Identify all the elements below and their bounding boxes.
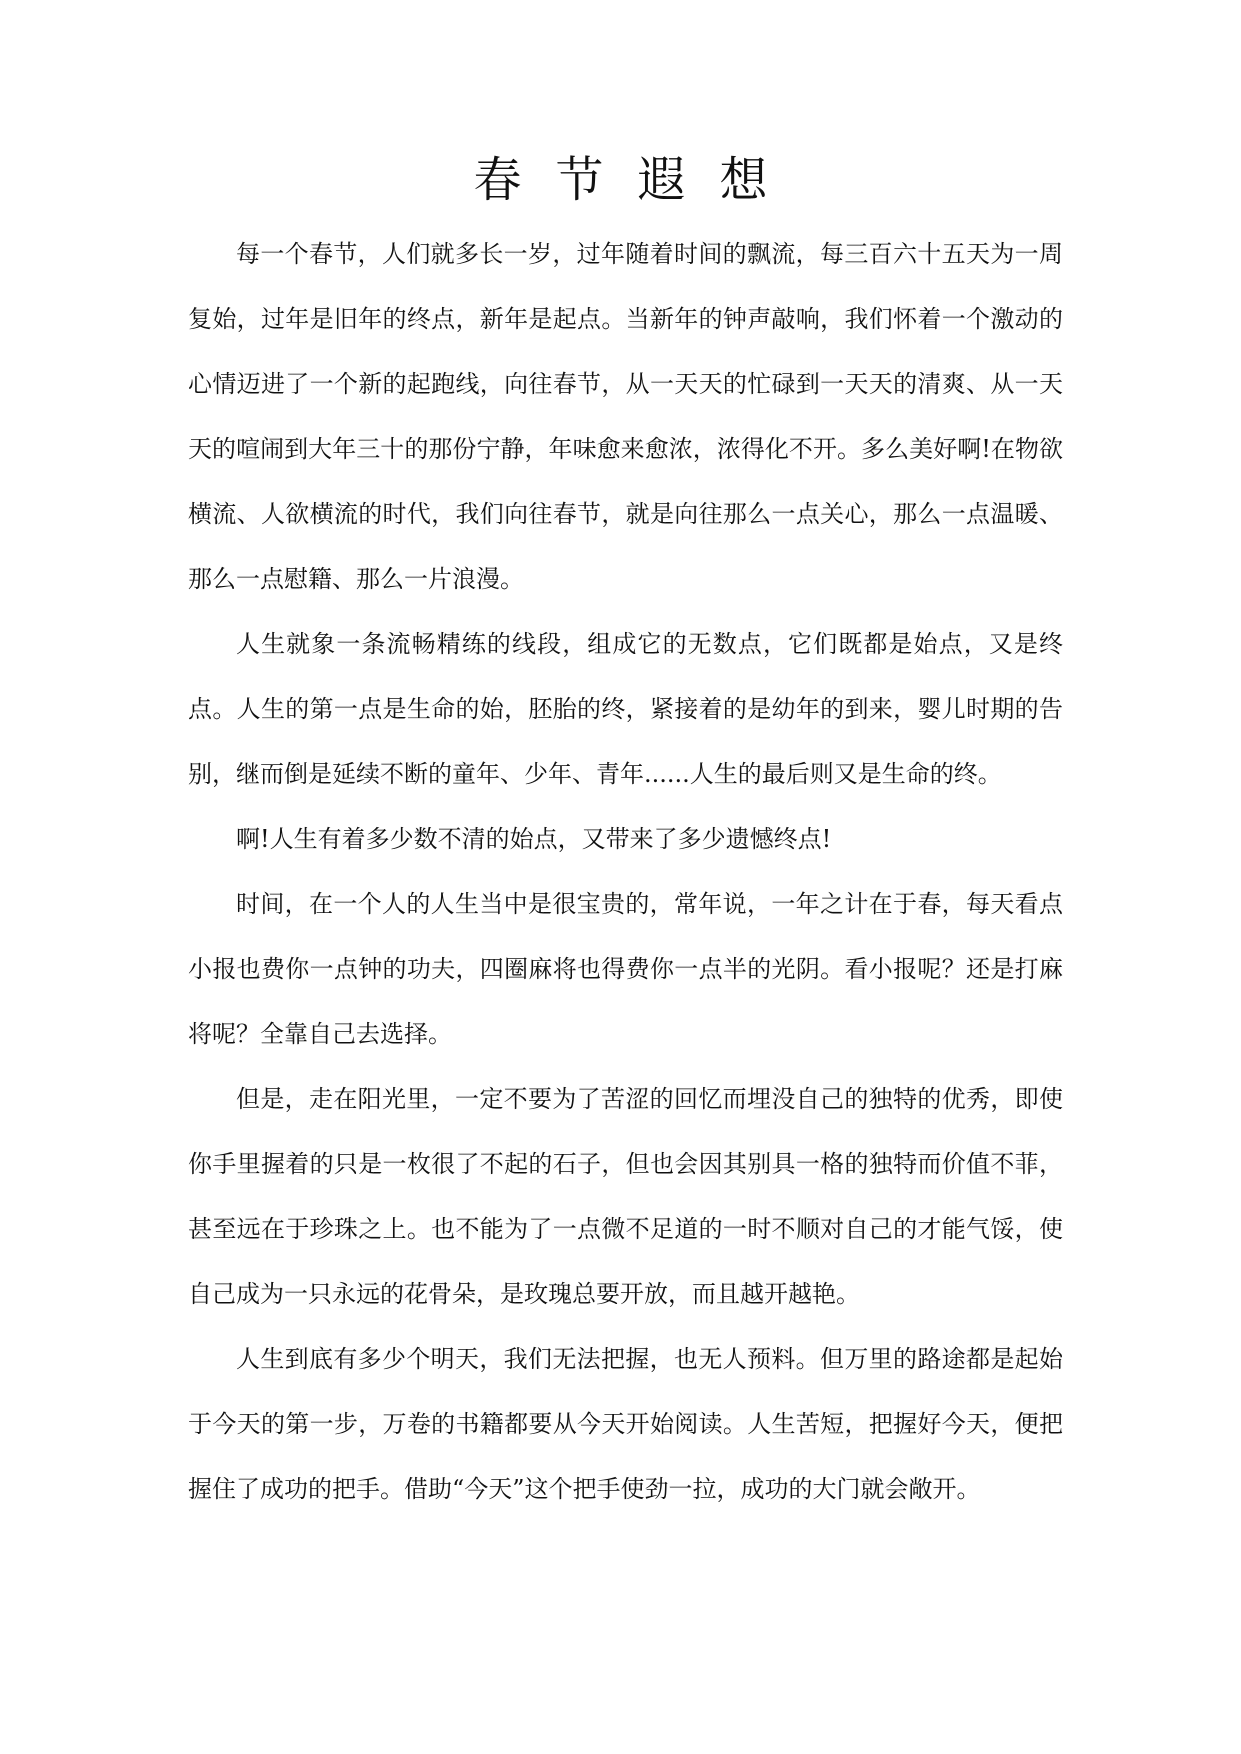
paragraph-6: 人生到底有多少个明天，我们无法把握，也无人预料。但万里的路途都是起始于今天的第一步，万卷的书籍都要从今天开始阅读。人生苦短，把握好今天，便把握住了成功的把手。借助“今天”这个把手使劲一拉，成功的大门就会敞开。 (188, 1345, 1063, 1503)
paragraph-2: 人生就象一条流畅精练的线段，组成它的无数点，它们既都是始点，又是终点。人生的第一点是生命的始，胚胎的终，紧接着的是幼年的到来，婴儿时期的告别，继而倒是延续不断的童年、少年、青年......人生的最后则又是生命的终。 (188, 630, 1063, 788)
paragraph-3: 啊!人生有着多少数不清的始点，又带来了多少遗憾终点! (236, 825, 832, 853)
paragraph-5: 但是，走在阳光里，一定不要为了苦涩的回忆而埋没自己的独特的优秀，即使你手里握着的只是一枚很了不起的石子，但也会因其别具一格的独特而价值不菲，甚至远在于珍珠之上。也不能为了一点微不足道的一时不顺对自己的才能气馁，使自己成为一只永远的花骨朵，是玫瑰总要开放，而且越开越艳。 (188, 1085, 1063, 1308)
article-body (188, 222, 1063, 1522)
paragraph-4: 时间，在一个人的人生当中是很宝贵的，常年说，一年之计在于春，每天看点小报也费你一点钟的功夫，四圈麻将也得费你一点半的光阴。看小报呢？还是打麻将呢？全靠自己去选择。 (188, 890, 1063, 1048)
page-title: 春节遐想 (473, 152, 802, 208)
paragraph-1: 每一个春节，人们就多长一岁，过年随着时间的飘流，每三百六十五天为一周复始，过年是旧年的终点，新年是起点。当新年的钟声敲响，我们怀着一个激动的心情迈进了一个新的起跑线，向往春节，从一天天的忙碌到一天天的清爽、从一天天的喧闹到大年三十的那份宁静，年味愈来愈浓，浓得化不开。多么美好啊!在物欲横流、人欲横流的时代，我们向往春节，就是向往那么一点关心，那么一点温暖、那么一点慰籍、那么一片浪漫。 (188, 240, 1063, 593)
